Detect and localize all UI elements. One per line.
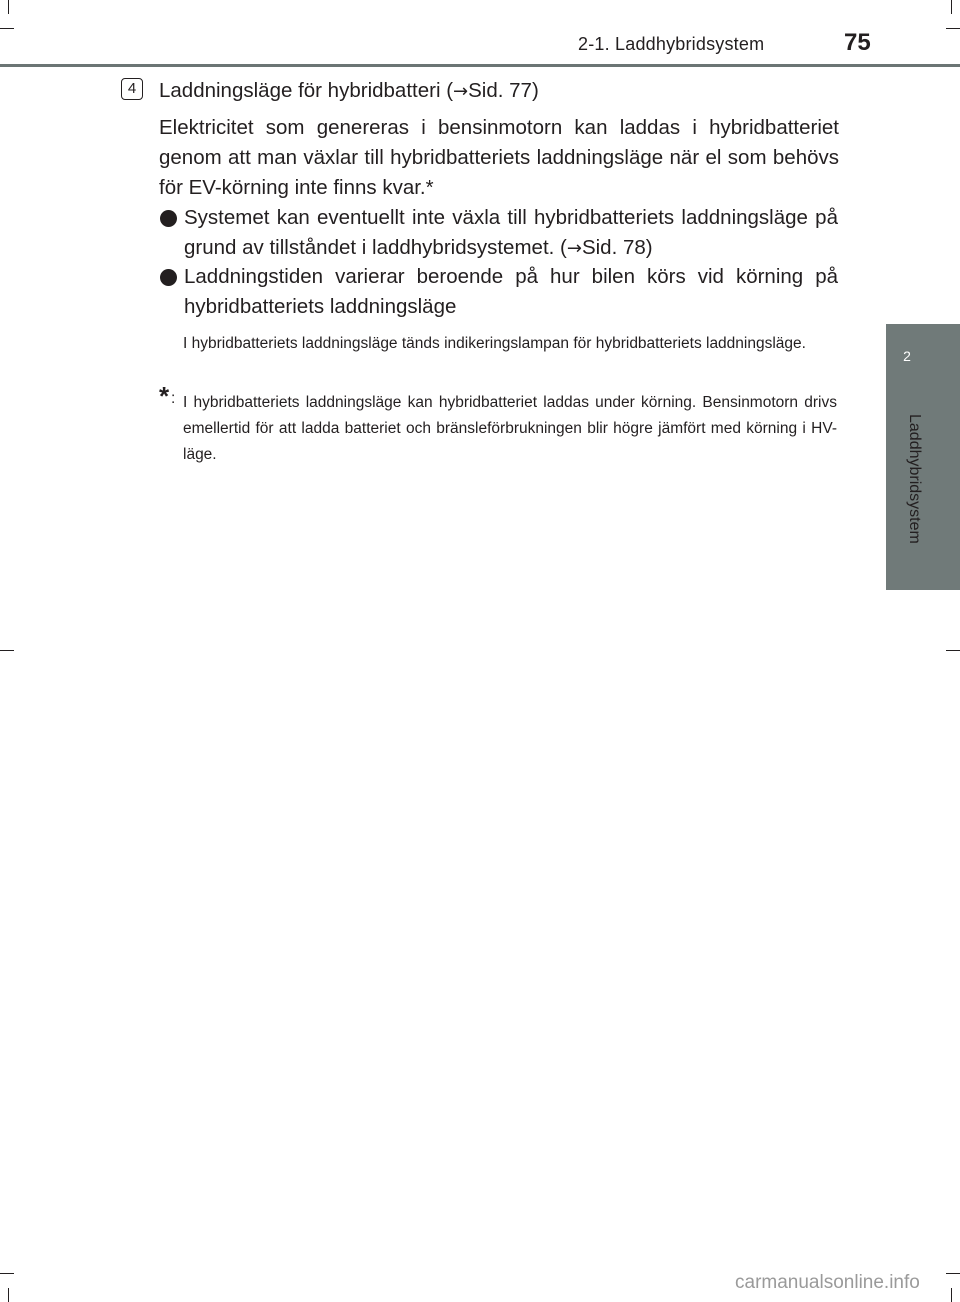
footnote-text: I hybridbatteriets laddningsläge kan hybridbatteriet laddas under körning. Bensinmotorn drivs emellertid för att ladda batteriet och bränsleförbrukningen blir högre jämfört med körning i HV-läge. <box>183 394 837 463</box>
footnote-separator: : <box>171 390 176 407</box>
item-title <box>159 76 839 107</box>
reference-arrow-icon: → <box>566 238 582 259</box>
crop-mark <box>946 1273 960 1274</box>
item-body: Elektricitet som genereras i bensinmotorn kan laddas i hybridbatteriet genom att man växlar till hybridbatteriets laddningsläge när el som behövs för EV-körning inte finns kvar.* <box>159 116 839 199</box>
chapter-number: 2 <box>903 348 911 364</box>
note-text: I hybridbatteriets laddningsläge tänds indikeringslampan för hybridbatteriets laddningsläge. <box>183 335 806 352</box>
item-title-text: Laddningsläge för hybridbatteri ( <box>159 79 454 102</box>
item-number-badge: 4 <box>121 78 143 100</box>
crop-mark <box>951 1288 952 1302</box>
bullet-icon <box>160 210 177 227</box>
watermark: carmanualsonline.info <box>735 1272 920 1293</box>
crop-mark <box>951 0 952 14</box>
header-rule <box>0 64 960 67</box>
crop-mark <box>0 28 14 29</box>
bullet-icon <box>160 269 177 286</box>
crop-mark <box>8 1288 9 1302</box>
crop-mark <box>0 650 14 651</box>
crop-mark <box>8 0 9 14</box>
bullet-text: Systemet kan eventuellt inte växla till hybridbatteriets laddningsläge på grund av tillståndet i laddhybridsystemet. (→Sid. 78) <box>184 206 838 259</box>
footnote-marker: * <box>159 381 170 411</box>
crop-mark <box>0 1273 14 1274</box>
page-number: 75 <box>844 29 871 56</box>
running-header-section: 2-1. Laddhybridsystem <box>578 34 765 54</box>
item-title-reference: Sid. 77) <box>468 79 539 102</box>
crop-mark <box>946 28 960 29</box>
crop-mark <box>946 650 960 651</box>
bullet-text: Laddningstiden varierar beroende på hur bilen körs vid körning på hybridbatteriets laddningsläge <box>184 265 838 318</box>
chapter-title: Laddhybridsystem <box>906 414 923 544</box>
reference-arrow-icon: → <box>453 81 469 102</box>
